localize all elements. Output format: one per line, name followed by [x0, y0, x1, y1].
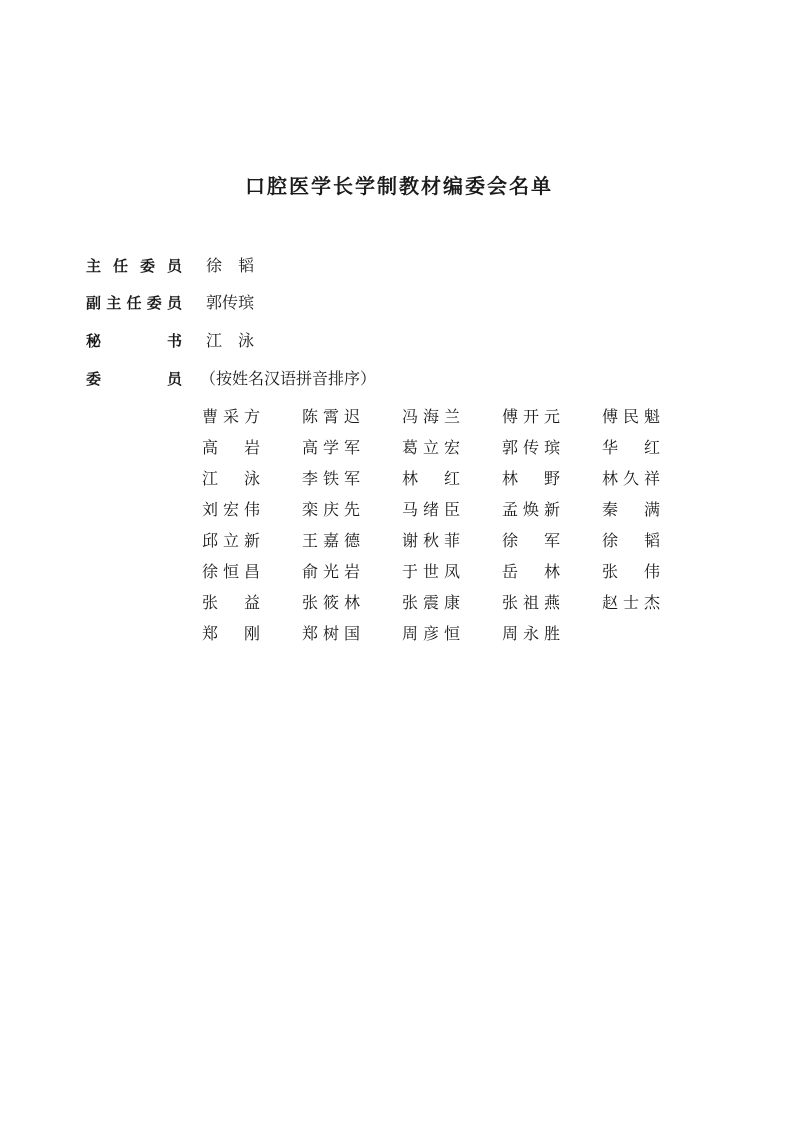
- role-label-vice-chair: 副主任委员: [86, 294, 182, 312]
- member-name: 高 岩: [202, 438, 260, 457]
- member-name: 于世凤: [402, 562, 460, 581]
- member-name: 张筱林: [302, 593, 360, 612]
- role-value-secretary: 江 泳: [206, 331, 255, 350]
- member-name: 邱立新: [202, 531, 260, 550]
- member-row: [202, 622, 682, 653]
- member-name: 刘宏伟: [202, 500, 260, 519]
- role-row-secretary: [86, 329, 254, 353]
- member-name: 林 红: [402, 469, 460, 488]
- member-name: 江 泳: [202, 469, 260, 488]
- role-row-vice-chair: [86, 291, 254, 315]
- member-name: 岳 林: [502, 562, 560, 581]
- role-label-chair: 主任委员: [86, 257, 182, 275]
- role-row-chair: [86, 254, 254, 278]
- member-name: 傅开元: [502, 407, 560, 426]
- member-name: 林 野: [502, 469, 560, 488]
- member-name: 张祖燕: [502, 593, 560, 612]
- page-title: 口腔医学长学制教材编委会名单: [245, 174, 553, 198]
- member-list: [202, 405, 682, 653]
- member-row: [202, 436, 682, 467]
- member-row: [202, 498, 682, 529]
- member-name: 俞光岩: [302, 562, 360, 581]
- member-name: 栾庆先: [302, 500, 360, 519]
- member-name: 曹采方: [202, 407, 260, 426]
- member-name: 孟焕新: [502, 500, 560, 519]
- member-name: 王嘉德: [302, 531, 360, 550]
- member-row: [202, 591, 682, 622]
- member-name: 徐 军: [502, 531, 560, 550]
- member-name: 葛立宏: [402, 438, 460, 457]
- member-name: 周永胜: [502, 624, 560, 643]
- member-name: 郑 刚: [202, 624, 260, 643]
- member-name: 谢秋菲: [402, 531, 460, 550]
- member-name: 徐恒昌: [202, 562, 260, 581]
- role-value-vice-chair: 郭传瑸: [206, 293, 255, 312]
- member-row: [202, 467, 682, 498]
- member-name: 傅民魁: [602, 407, 660, 426]
- member-name: 林久祥: [602, 469, 660, 488]
- member-name: 马绪臣: [402, 500, 460, 519]
- member-name: 李铁军: [302, 469, 360, 488]
- member-row: [202, 405, 682, 436]
- member-name: 郑树国: [302, 624, 360, 643]
- member-name: 周彦恒: [402, 624, 460, 643]
- role-value-chair: 徐 韬: [206, 256, 255, 275]
- member-name: 秦 满: [602, 500, 660, 519]
- role-label-secretary: 秘 书: [86, 332, 182, 350]
- member-name: 张 益: [202, 593, 260, 612]
- member-name: 陈霄迟: [302, 407, 360, 426]
- member-name: 张 伟: [602, 562, 660, 581]
- member-name: 徐 韬: [602, 531, 660, 550]
- member-name: 郭传瑸: [502, 438, 560, 457]
- role-value-members-note: （按姓名汉语拼音排序）: [200, 369, 377, 388]
- member-name: 赵士杰: [602, 593, 660, 612]
- member-name: 冯海兰: [402, 407, 460, 426]
- role-row-members: [86, 367, 376, 391]
- member-name: 华 红: [602, 438, 660, 457]
- member-name: 张震康: [402, 593, 460, 612]
- member-row: [202, 560, 682, 591]
- member-name: 高学军: [302, 438, 360, 457]
- member-row: [202, 529, 682, 560]
- role-label-members: 委 员: [86, 370, 182, 388]
